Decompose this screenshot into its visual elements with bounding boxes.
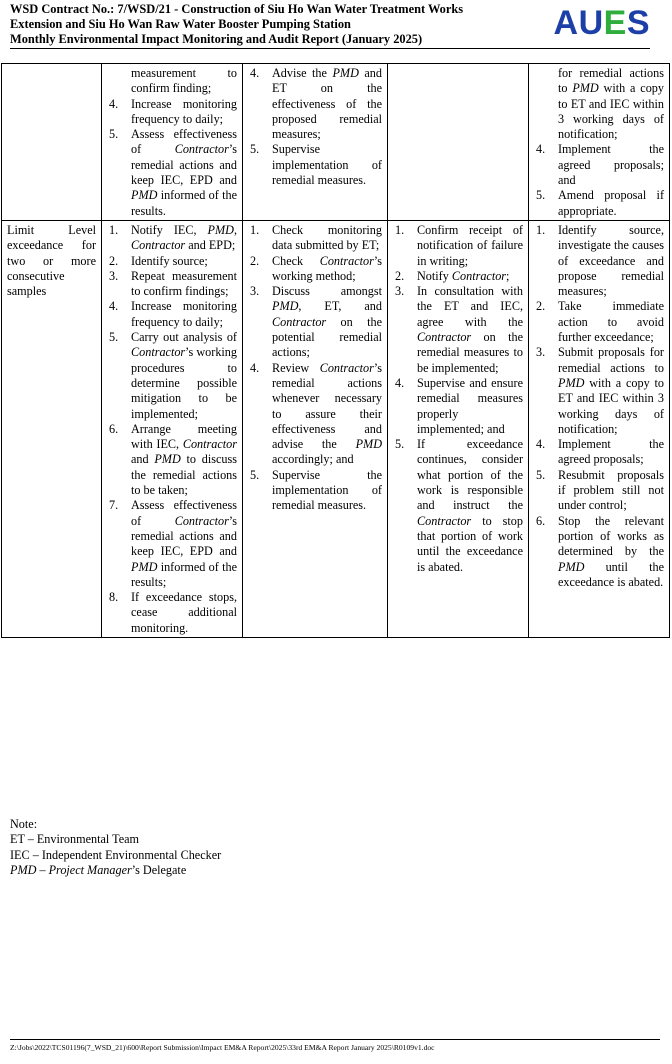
table-row (2, 220, 670, 637)
iec-action-list (248, 223, 382, 514)
step-text: for remedial actions to PMD with a copy to ET and IEC within 3 working days of notification; (558, 66, 664, 142)
action-step (107, 422, 237, 498)
step-number: 6. (536, 513, 546, 528)
contract-title-line-1: WSD Contract No.: 7/WSD/21 - Construction of Siu Ho Wan Water Treatment Works (10, 2, 464, 16)
action-step (107, 590, 237, 636)
iec-action-cell (243, 64, 388, 221)
step-text: Review Contractor’s remedial actions whenever necessary to assure their effectiveness and advise the PMD accordingly; and (272, 360, 382, 467)
action-step (248, 468, 382, 514)
et-action-cell (102, 220, 243, 637)
step-number: 3. (109, 268, 119, 283)
step-number: 4. (250, 360, 260, 375)
action-step (107, 66, 237, 97)
action-step (107, 254, 237, 269)
action-step (534, 514, 664, 590)
event-action-table (1, 63, 670, 638)
step-number: 3. (250, 284, 260, 299)
action-step (107, 330, 237, 422)
step-text: Check monitoring data submitted by ET; (272, 222, 382, 253)
step-number: 5. (250, 142, 260, 157)
exceedance-cell (2, 64, 102, 221)
et-action-list (107, 223, 237, 636)
note-definition: – Independent Environmental Checker (29, 847, 222, 862)
step-number: 4. (395, 375, 405, 390)
step-number: 4. (109, 96, 119, 111)
step-text: Notify IEC, PMD, Contractor and EPD; (131, 222, 237, 253)
step-number: 5. (536, 188, 546, 203)
pmd-action-list (393, 223, 523, 575)
step-number: 1. (250, 222, 260, 237)
step-text: Advise the PMD and ET on the effectiveness of the proposed remedial measures; (272, 66, 382, 142)
action-step (534, 223, 664, 299)
step-text: Amend proposal if appropriate. (558, 188, 664, 218)
step-number: 2. (250, 253, 260, 268)
step-number: 4. (109, 299, 119, 314)
step-number: 5. (536, 467, 546, 482)
action-step (248, 66, 382, 142)
note-item (10, 863, 221, 878)
action-step (534, 188, 664, 219)
step-text: Take immediate action to avoid further exceedance; (558, 299, 664, 345)
step-number: 4. (536, 437, 546, 452)
action-step (107, 223, 237, 254)
note-definition: – Environmental Team (24, 832, 140, 847)
step-text: Arrange meeting with IEC, Contractor and PMD to discuss the remedial actions to be taken; (131, 421, 237, 498)
note-definition: – Project Manager’s Delegate (36, 863, 187, 878)
table-row (2, 64, 670, 221)
et-action-cell (102, 64, 243, 221)
action-step (393, 376, 523, 437)
step-number: 3. (536, 345, 546, 360)
report-title-line: Monthly Environmental Impact Monitoring and Audit Report (January 2025) (10, 32, 423, 46)
step-number: 1. (395, 222, 405, 237)
step-number: 2. (109, 253, 119, 268)
step-number: 3. (395, 284, 405, 299)
step-number: 4. (536, 142, 546, 157)
note-item (10, 848, 221, 863)
action-step (107, 127, 237, 219)
action-step (534, 299, 664, 345)
step-text: Assess effectiveness of Contractor’s remedial actions and keep IEC, EPD and PMD informed of the results; (131, 498, 237, 589)
step-text: Carry out analysis of Contractor’s working procedures to determine possible mitigation to be implemented; (131, 330, 237, 421)
step-text: Discuss amongst PMD, ET, and Contractor on the potential remedial actions; (272, 284, 382, 360)
note-abbreviation: IEC (10, 847, 30, 862)
action-step (248, 361, 382, 468)
step-number: 5. (250, 467, 260, 482)
step-number: 1. (109, 222, 119, 237)
step-number: 4. (250, 66, 260, 80)
step-number: 6. (109, 421, 119, 436)
step-text: Identify source; (131, 253, 208, 268)
action-step (393, 223, 523, 269)
document-header (10, 2, 650, 49)
iec-action-cell (243, 220, 388, 637)
action-step (534, 345, 664, 437)
step-text: Implement the agreed proposals; and (558, 142, 664, 188)
step-text: Identify source, investigate the causes of exceedance and propose remedial measures; (558, 222, 664, 299)
step-text: If exceedance continues, consider what portion of the work is responsible and instruct the Contractor to stop that portion of work until the exceedance is abated. (417, 437, 523, 574)
et-action-list (107, 66, 237, 219)
action-step (248, 223, 382, 254)
action-step (393, 437, 523, 575)
action-step (248, 142, 382, 188)
aues-logo (554, 4, 650, 42)
step-number: 1. (536, 222, 546, 237)
contractor-action-list (534, 66, 664, 219)
logo-text-e: E (603, 4, 627, 42)
step-text: If exceedance stops, cease additional monitoring. (131, 590, 237, 635)
exceedance-cell: Limit Level exceedance for two or more consecutive samples (2, 220, 102, 637)
step-text: Resubmit proposals if problem still not under control; (558, 467, 664, 513)
action-step (248, 254, 382, 285)
step-text: Increase monitoring frequency to daily; (131, 96, 237, 126)
pmd-action-cell (388, 220, 529, 637)
file-path-footer: Z:\Jobs\2022\TCS01196(7_WSD_21)\600\Report Submission\Impact EM&A Report\2025\33rd EM&A Report January 2025\R0109v1.doc (10, 1039, 660, 1053)
note-abbreviation: PMD (10, 863, 37, 878)
step-text: Supervise and ensure remedial measures properly implemented; and (417, 375, 523, 436)
step-number: 5. (109, 127, 119, 142)
step-number: 7. (109, 498, 119, 513)
action-step (107, 498, 237, 590)
header-title-block (10, 2, 540, 47)
action-step (534, 142, 664, 188)
action-step (393, 269, 523, 284)
contractor-action-cell (529, 64, 670, 221)
step-text: Supervise the implementation of remedial measures. (272, 467, 382, 513)
action-step (107, 299, 237, 330)
step-text: Assess effectiveness of Contractor’s remedial actions and keep IEC, EPD and PMD informed of the results. (131, 127, 237, 218)
action-step (107, 269, 237, 300)
notes-title: Note: (10, 817, 38, 831)
contract-title-line-2: Extension and Siu Ho Wan Raw Water Booster Pumping Station (10, 17, 351, 31)
step-text: Notify Contractor; (417, 268, 510, 283)
action-step (248, 284, 382, 360)
action-step (534, 66, 664, 142)
contractor-action-cell (529, 220, 670, 637)
step-text: Increase monitoring frequency to daily; (131, 299, 237, 329)
action-step (107, 97, 237, 128)
step-number: 2. (395, 268, 405, 283)
step-text: Check Contractor’s working method; (272, 253, 382, 283)
step-number: 5. (395, 437, 405, 452)
note-abbreviation: ET (10, 832, 25, 847)
step-number: 2. (536, 299, 546, 314)
step-text: Implement the agreed proposals; (558, 437, 664, 467)
notes-block (10, 817, 221, 879)
step-number: 5. (109, 330, 119, 345)
step-text: In consultation with the ET and IEC, agree with the Contractor on the remedial measures to be implemented; (417, 284, 523, 375)
step-text: Supervise implementation of remedial measures. (272, 142, 382, 188)
contractor-action-list (534, 223, 664, 590)
action-step (393, 284, 523, 376)
step-number: 8. (109, 590, 119, 605)
note-item (10, 832, 221, 847)
step-text: Repeat measurement to confirm findings; (131, 268, 237, 299)
action-step (534, 437, 664, 468)
step-text: measurement to confirm finding; (131, 66, 237, 96)
logo-text-s: S (626, 4, 650, 42)
logo-text-au: AU (553, 4, 604, 42)
action-step (534, 468, 664, 514)
iec-action-list (248, 66, 382, 188)
pmd-action-cell (388, 64, 529, 221)
step-text: Confirm receipt of notification of failure in writing; (417, 222, 523, 268)
step-text: Stop the relevant portion of works as determined by the PMD until the exceedance is abated. (558, 513, 664, 589)
step-text: Submit proposals for remedial actions to PMD with a copy to ET and IEC within 3 working days of notification; (558, 345, 664, 436)
